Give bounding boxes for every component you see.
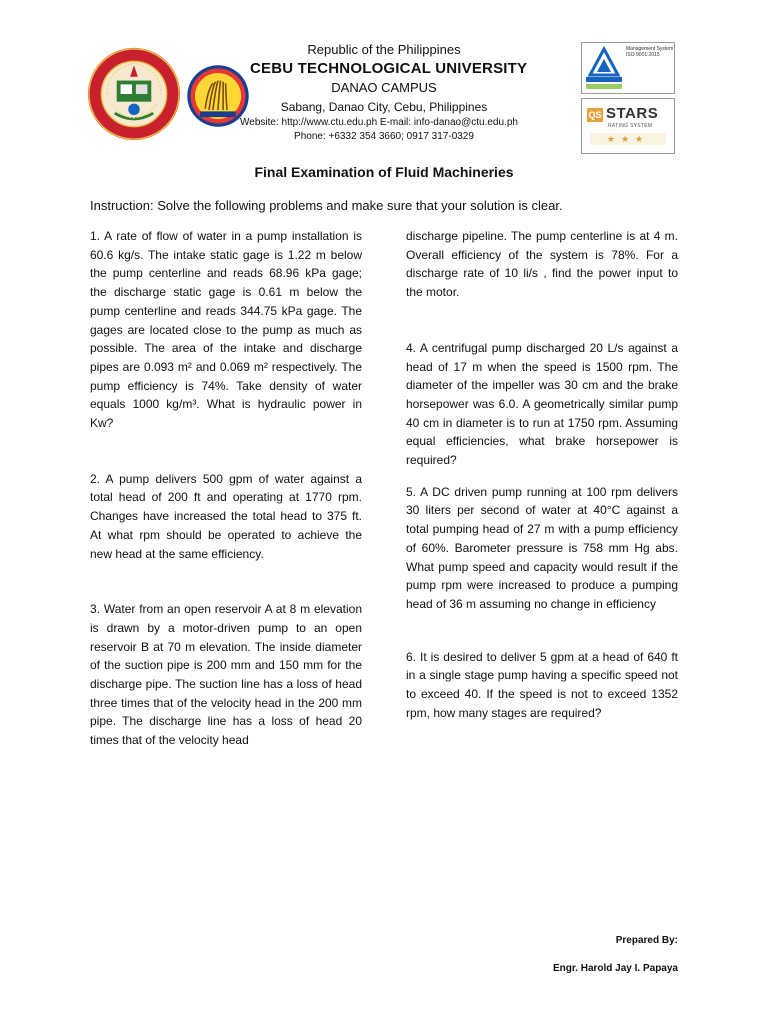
tuv-rheinland-icon [584, 45, 624, 91]
exam-title: Final Examination of Fluid Machineries [254, 164, 514, 180]
campus-name: DANAO CAMPUS [331, 80, 437, 95]
problems-right-column [406, 227, 678, 759]
university-header [240, 40, 528, 142]
campus-address: Sabang, Danao City, Cebu, Philippines [280, 100, 488, 114]
exam-instruction: Instruction: Solve the following problems and make sure that your solution is clear. [90, 198, 563, 213]
problem-3: 3. Water from an open reservoir A at 8 m elevation is drawn by a motor-driven pump to an open reservoir B at 70 m elevation. The inside diameter of the suction pipe is 200 mm and 150 mm for the discharge pipe. The suction line has a loss of head three times that of the velocity head in the 200 mm pipe. The discharge line has a loss of head 20 times that of the velocity head [90, 602, 362, 748]
problem-6: 6. It is desired to deliver 5 gpm at a head of 640 ft in a single stage pump having a specific speed not to exceed 40. If the speed is not to exceed 1352 rpm, how many stages are required? [406, 649, 678, 720]
stars-subtitle: RATING SYSTEM [608, 123, 653, 129]
stars-title: STARS [606, 105, 659, 122]
problem-4: 4. A centrifugal pump discharged 20 L/s against a head of 17 m when the speed is 1500 rpm. The diameter of the impeller was 30 cm and the brake horsepower was 6.0. A geometrically similar pump 40 cm in diameter is to run at 1750 rpm. Assuming equal efficiencies, what brake horsepower is required? [406, 340, 678, 468]
prepared-by-label: Prepared By: [615, 935, 678, 946]
university-name: CEBU TECHNOLOGICAL UNIVERSITY [250, 60, 528, 77]
tuv-certification-badge [581, 42, 675, 94]
qs-icon: QS [588, 110, 602, 120]
republic-line: Republic of the Philippines [307, 42, 461, 57]
tuv-text: Management System ISO 9001:2015 [626, 46, 674, 58]
star-rating-icon: ★★★ [590, 133, 666, 145]
phone-line: Phone: +6332 354 3660; 0917 317-0329 [294, 131, 474, 142]
ctu-seal-icon [86, 46, 182, 142]
preparer-name: Engr. Harold Jay I. Papaya [552, 963, 678, 974]
problem-2: 2. A pump delivers 500 gpm of water against a total head of 200 ft and operating at 1770 rpm. Changes have increased the total head to 375 ft. At what rpm should be operated to achieve the new head at the same efficiency. [90, 471, 362, 561]
website-email-line: Website: http://www.ctu.edu.ph E-mail: info-danao@ctu.edu.ph [240, 117, 518, 128]
qs-stars-badge [581, 98, 675, 154]
problem-1: 1. A rate of flow of water in a pump installation is 60.6 kg/s. The intake static gage is 1.22 m below the pump centerline and reads 68.96 kPa gage; the discharge static gage is 0.61 m below the pump centerline and reads 344.75 kPa gage. The gages are located close to the pump as much as possible. The area of the intake and discharge pipes are 0.093 m² and 0.069 m² respectively. The pump efficiency is 74%. Take density of water equals 1000 kg/m³. What is hydraulic power in Kw? [90, 229, 362, 431]
problem-3-continued: discharge pipeline. The pump centerline is at 4 m. Overall efficiency of the system is 78%. For a discharge rate of 10 li/s , find the power input to the motor. [406, 229, 678, 300]
problems-left-column [90, 227, 362, 787]
problem-5: 5. A DC driven pump running at 100 rpm delivers 30 liters per second of water at 40°C against a total pumping head of 27 m with a pump efficiency of 60%. Barometer pressure is 758 mm Hg abs. What pump speed and capacity would result if the pump rpm were increased to produce a pumping head of 36 m assuming no change in efficiency [406, 484, 678, 611]
